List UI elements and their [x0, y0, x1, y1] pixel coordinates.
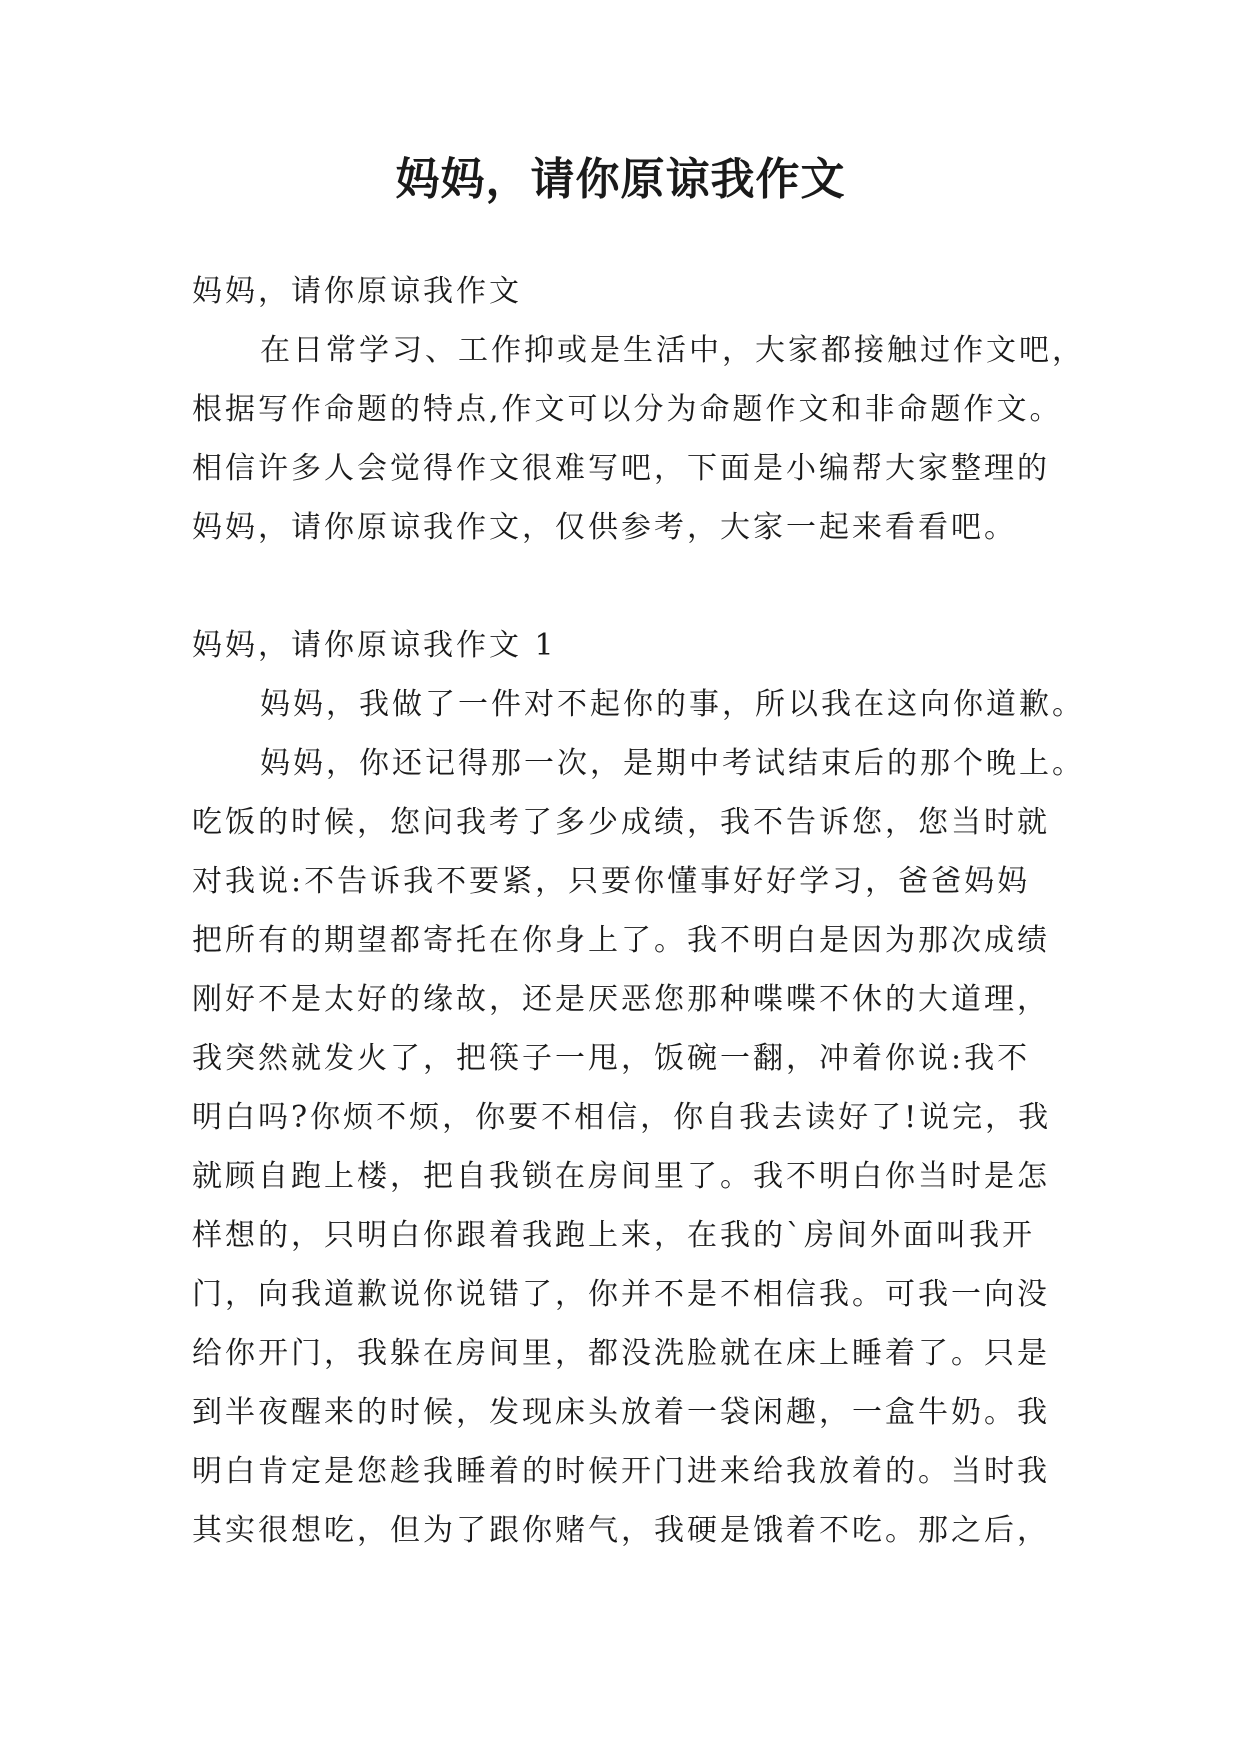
- paragraph-line: 对我说:不告诉我不要紧，只要你懂事好好学习，爸爸妈妈: [192, 864, 1031, 899]
- section-heading: 妈妈，请你原谅我作文 1: [192, 628, 557, 663]
- intro-line: 相信许多人会觉得作文很难写吧，下面是小编帮大家整理的: [192, 451, 1050, 486]
- document-body: [192, 262, 1085, 1560]
- intro-line: 妈妈，请你原谅我作文，仅供参考，大家一起来看看吧。: [192, 510, 1017, 545]
- paragraph-line: 明白肯定是您趁我睡着的时候开门进来给我放着的。当时我: [192, 1454, 1050, 1489]
- paragraph-line: 把所有的期望都寄托在你身上了。我不明白是因为那次成绩: [192, 923, 1050, 958]
- paragraph-line: 我突然就发火了，把筷子一甩，饭碗一翻，冲着你说:我不: [192, 1041, 1031, 1076]
- intro-line: 在日常学习、工作抑或是生活中，大家都接触过作文吧，: [260, 333, 1085, 368]
- paragraph-line: 妈妈，你还记得那一次，是期中考试结束后的那个晚上。: [260, 746, 1085, 781]
- paragraph-line: 妈妈，我做了一件对不起你的事，所以我在这向你道歉。: [260, 687, 1085, 722]
- paragraph-line: 到半夜醒来的时候，发现床头放着一袋闲趣，一盒牛奶。我: [192, 1395, 1050, 1430]
- paragraph-line: 给你开门，我躲在房间里，都没洗脸就在床上睡着了。只是: [192, 1336, 1050, 1371]
- paragraph-line: 就顾自跑上楼，把自我锁在房间里了。我不明白你当时是怎: [192, 1159, 1050, 1194]
- intro-heading: 妈妈，请你原谅我作文: [192, 274, 522, 309]
- paragraph-gap: [192, 557, 1052, 616]
- paragraph-line: 吃饭的时候，您问我考了多少成绩，我不告诉您，您当时就: [192, 805, 1050, 840]
- paragraph-line: 刚好不是太好的缘故，还是厌恶您那种喋喋不休的大道理，: [192, 982, 1050, 1017]
- paragraph-line: 样想的，只明白你跟着我跑上来，在我的`房间外面叫我开: [192, 1218, 1035, 1253]
- paragraph-line: 明白吗?你烦不烦，你要不相信，你自我去读好了!说完，我: [192, 1100, 1052, 1135]
- paragraph-line: 门，向我道歉说你说错了，你并不是不相信我。可我一向没: [192, 1277, 1050, 1312]
- intro-line: 根据写作命题的特点,作文可以分为命题作文和非命题作文。: [192, 392, 1063, 427]
- paragraph-line: 其实很想吃，但为了跟你赌气，我硬是饿着不吃。那之后，: [192, 1513, 1050, 1548]
- document-title: 妈妈，请你原谅我作文: [395, 154, 846, 205]
